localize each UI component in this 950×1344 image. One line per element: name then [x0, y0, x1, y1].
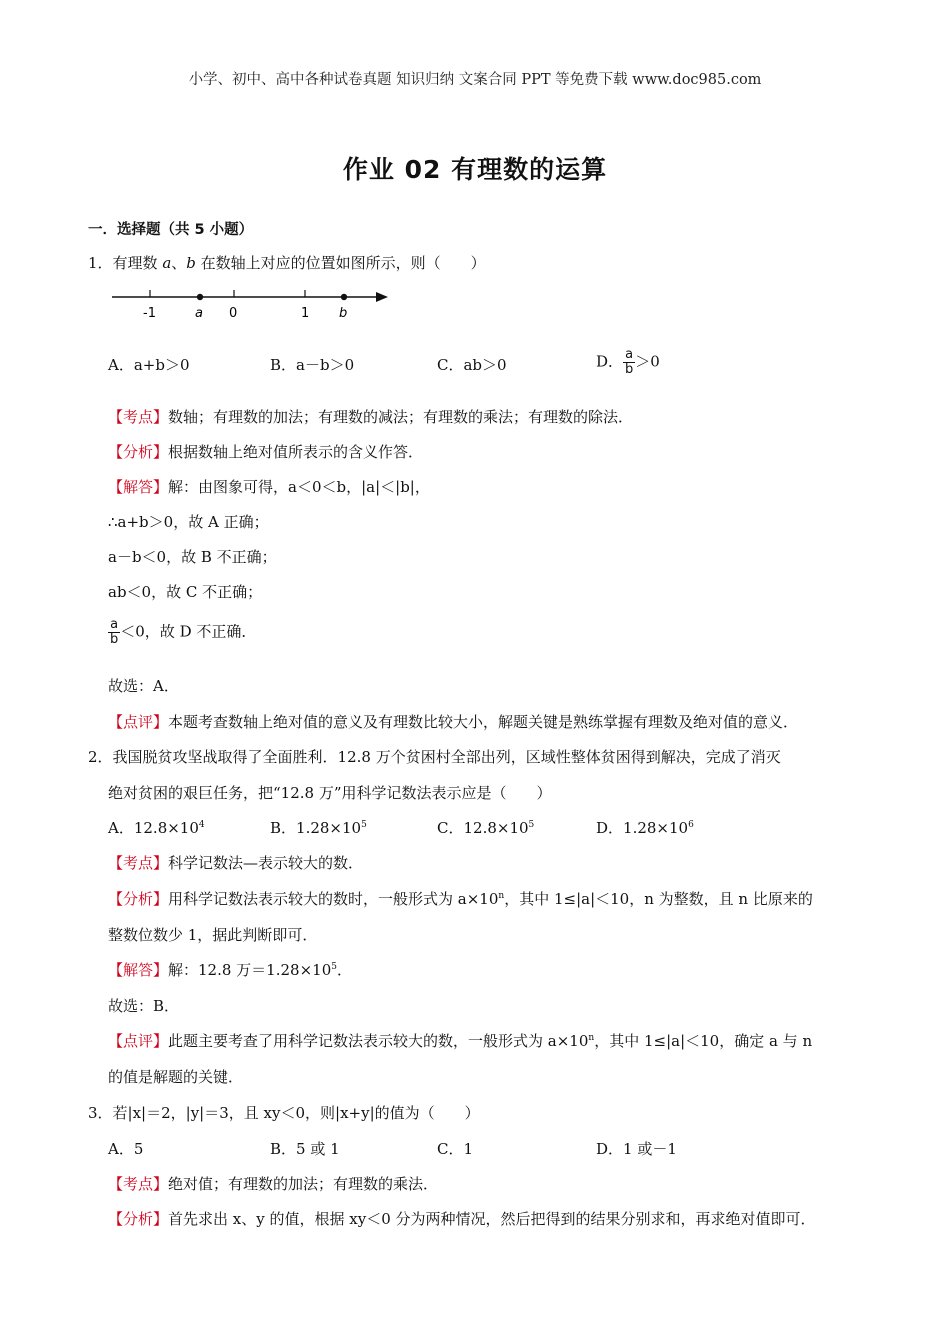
q1-step-1: ∴a+b＞0，故 A 正确； — [108, 513, 269, 531]
q1-choice: 故选：A． — [108, 677, 179, 695]
q1-option-c: C．ab＞0 — [437, 356, 507, 374]
tick-label: -1 — [143, 306, 156, 321]
q1-step-3: ab＜0，故 C 不正确； — [108, 583, 263, 601]
q3-option-b: B．5 或 1 — [270, 1140, 340, 1158]
q1-option-a: A．a+b＞0 — [108, 356, 190, 374]
question-1-stem: 1．有理数 a、b 在数轴上对应的位置如图所示，则（ ） — [88, 254, 486, 272]
question-2-stem-line1: 2．我国脱贫攻坚战取得了全面胜利．12.8 万个贫困村全部出列，区域性整体贫困得到解决，完成了消灭 — [88, 748, 781, 766]
q2-dianping-line2: 的值是解题的关键． — [108, 1068, 244, 1086]
q1-dianping: 【点评】本题考查数轴上绝对值的意义及有理数比较大小，解题关键是熟练掌握有理数及绝对值的意义． — [108, 713, 799, 731]
q1-step-4: $\frac{a}{b}$ ＜0，故 D 不正确． — [110, 617, 257, 647]
q3-option-a: A．5 — [108, 1140, 144, 1158]
q3-kaodian: 【考点】绝对值；有理数的加法；有理数的乘法． — [108, 1175, 439, 1193]
page-title: 作业 02 有理数的运算 — [342, 155, 608, 184]
point-a-dot — [197, 294, 203, 300]
question-2-stem-line2: 绝对贫困的艰巨任务，把“12.8 万”用科学记数法表示应是（ ） — [108, 784, 552, 802]
question-3-stem: 3．若|x|＝2，|y|＝3，且 xy＜0，则|x+y|的值为（ ） — [88, 1104, 480, 1122]
q2-option-c: C．$12.8\times 10^5$ — [437, 819, 535, 837]
number-line — [108, 284, 398, 324]
q2-fenxi-line2: 整数位数少 1，据此判断即可． — [108, 926, 318, 944]
tick-label: 0 — [229, 306, 238, 321]
q2-kaodian: 【考点】科学记数法—表示较大的数． — [108, 854, 364, 872]
page-header: 小学、初中、高中各种试卷真题 知识归纳 文案合同 PPT 等免费下载 www.doc985.com — [188, 72, 762, 88]
point-b-dot — [341, 294, 347, 300]
tick-label: 1 — [301, 306, 310, 321]
q2-option-b: B．$1.28\times 10^5$ — [270, 819, 367, 837]
q2-jieda: 【解答】解：12.8 万$=1.28\times 10^5$． — [108, 961, 352, 979]
q1-step-2: a－b＜0，故 B 不正确； — [108, 548, 277, 566]
point-label: b — [339, 306, 348, 321]
point-label: a — [195, 306, 203, 321]
q2-dianping-line1: 【点评】此题主要考查了用科学记数法表示较大的数，一般形式为 $a\times 10^n$，其中 1≤|a|＜10，确定 a 与 n — [108, 1032, 813, 1050]
section-heading: 一．选择题（共 5 小题） — [88, 222, 254, 238]
q2-option-a: A．$12.8\times 10^4$ — [108, 819, 205, 837]
q3-option-c: C．1 — [437, 1140, 474, 1158]
q1-jieda: 【解答】解：由图象可得，a＜0＜b，|a|＜|b|， — [108, 478, 430, 496]
q2-fenxi-line1: 【分析】用科学记数法表示较大的数时，一般形式为 $a\times 10^n$，其中 1≤|a|＜10，n 为整数，且 n 比原来的 — [108, 890, 813, 908]
q1-fenxi: 【分析】根据数轴上绝对值所表示的含义作答． — [108, 443, 424, 461]
q2-option-d: D．$1.28\times 10^6$ — [596, 819, 694, 837]
q1-option-b: B．a－b＞0 — [270, 356, 355, 374]
q3-option-d: D．1 或－1 — [596, 1140, 677, 1158]
q1-option-d: D． $\frac{a}{b}$ ＞0 — [596, 347, 660, 377]
q3-fenxi: 【分析】首先求出 x、y 的值，根据 xy＜0 分为两种情况，然后把得到的结果分别求和，再求绝对值即可． — [108, 1210, 816, 1228]
q2-choice: 故选：B． — [108, 997, 180, 1015]
q1-kaodian: 【考点】数轴；有理数的加法；有理数的减法；有理数的乘法；有理数的除法． — [108, 408, 634, 426]
